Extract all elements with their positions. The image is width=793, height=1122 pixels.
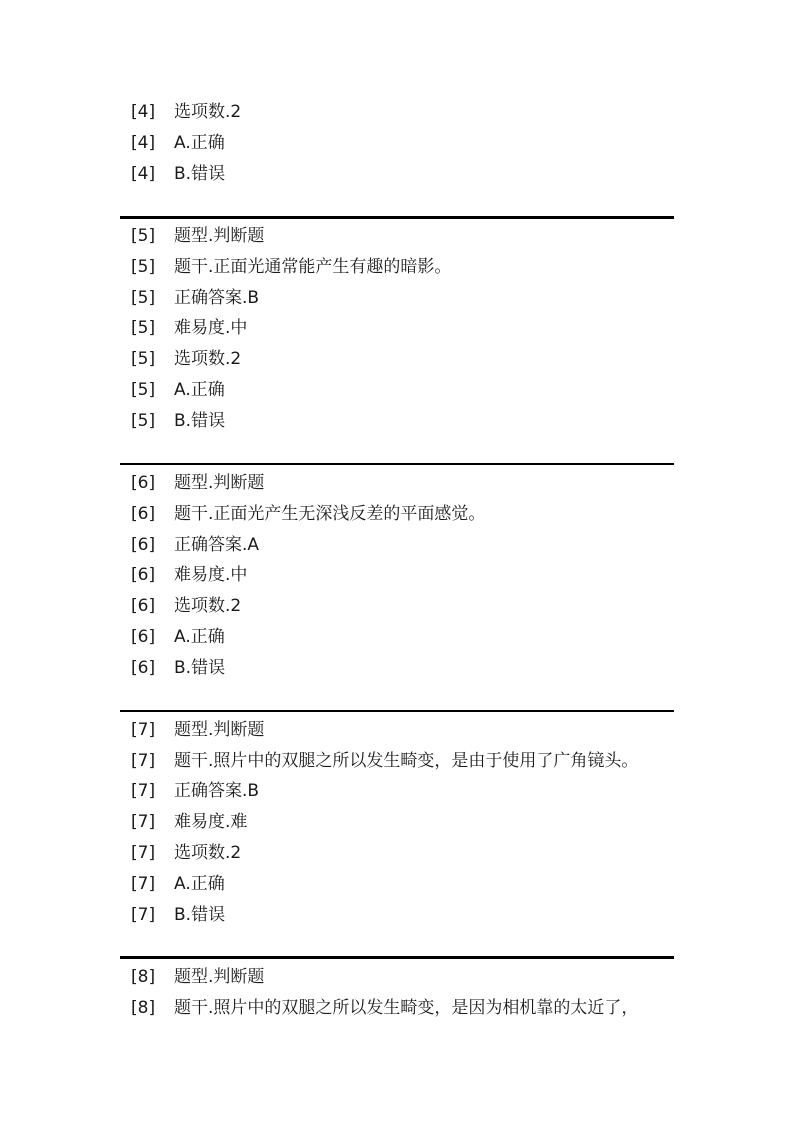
option-a-text: A.正确: [174, 133, 225, 153]
options-count-text: 选项数.2: [174, 102, 242, 122]
options-count-text: 选项数.2: [174, 349, 242, 369]
difficulty-text: 难易度.中: [174, 565, 248, 585]
correct-answer-text: 正确答案.B: [174, 781, 260, 801]
question-number: [5]: [131, 226, 156, 246]
question-type-text: 题型.判断题: [174, 720, 265, 740]
correct-answer-text: 正确答案.B: [174, 288, 260, 308]
question-number: [7]: [131, 874, 156, 894]
question-type-text: 题型.判断题: [174, 473, 265, 493]
question-number: [8]: [131, 998, 156, 1018]
question-type-text: 题型.判断题: [174, 226, 265, 246]
question-number: [5]: [131, 380, 156, 400]
question-number: [5]: [131, 411, 156, 431]
question-number: [7]: [131, 843, 156, 863]
question-stem-text: 题干.正面光通常能产生有趣的暗影。: [174, 257, 452, 277]
question-number: [6]: [131, 596, 156, 616]
question-number: [6]: [131, 658, 156, 678]
question-number: [5]: [131, 288, 156, 308]
question-number: [4]: [131, 133, 156, 153]
difficulty-text: 难易度.中: [174, 318, 248, 338]
question-number: [6]: [131, 627, 156, 647]
question-number: [5]: [131, 257, 156, 277]
option-a-text: A.正确: [174, 874, 225, 894]
question-number: [7]: [131, 812, 156, 832]
question-number: [8]: [131, 967, 156, 987]
question-number: [7]: [131, 751, 156, 771]
question-number: [6]: [131, 473, 156, 493]
option-b-text: B.错误: [174, 658, 226, 678]
separator-rule: [120, 710, 674, 712]
question-stem-text: 题干.照片中的双腿之所以发生畸变，是由于使用了广角镜头。: [174, 751, 639, 771]
option-a-text: A.正确: [174, 627, 225, 647]
separator-rule: [120, 956, 674, 959]
question-number: [6]: [131, 565, 156, 585]
option-b-text: B.错误: [174, 164, 226, 184]
separator-rule: [120, 463, 674, 465]
question-number: [6]: [131, 535, 156, 555]
question-number: [7]: [131, 781, 156, 801]
question-number: [7]: [131, 905, 156, 925]
option-a-text: A.正确: [174, 380, 225, 400]
question-number: [5]: [131, 318, 156, 338]
question-number: [4]: [131, 102, 156, 122]
option-b-text: B.错误: [174, 905, 226, 925]
question-stem-text: 题干.正面光产生无深浅反差的平面感觉。: [174, 504, 486, 524]
question-stem-text: 题干.照片中的双腿之所以发生畸变，是因为相机靠的太近了，: [174, 998, 639, 1018]
option-b-text: B.错误: [174, 411, 226, 431]
question-number: [5]: [131, 349, 156, 369]
question-number: [4]: [131, 164, 156, 184]
correct-answer-text: 正确答案.A: [174, 535, 260, 555]
options-count-text: 选项数.2: [174, 596, 242, 616]
options-count-text: 选项数.2: [174, 843, 242, 863]
question-number: [7]: [131, 720, 156, 740]
difficulty-text: 难易度.难: [174, 812, 248, 832]
question-type-text: 题型.判断题: [174, 967, 265, 987]
separator-rule: [120, 216, 674, 219]
question-number: [6]: [131, 504, 156, 524]
